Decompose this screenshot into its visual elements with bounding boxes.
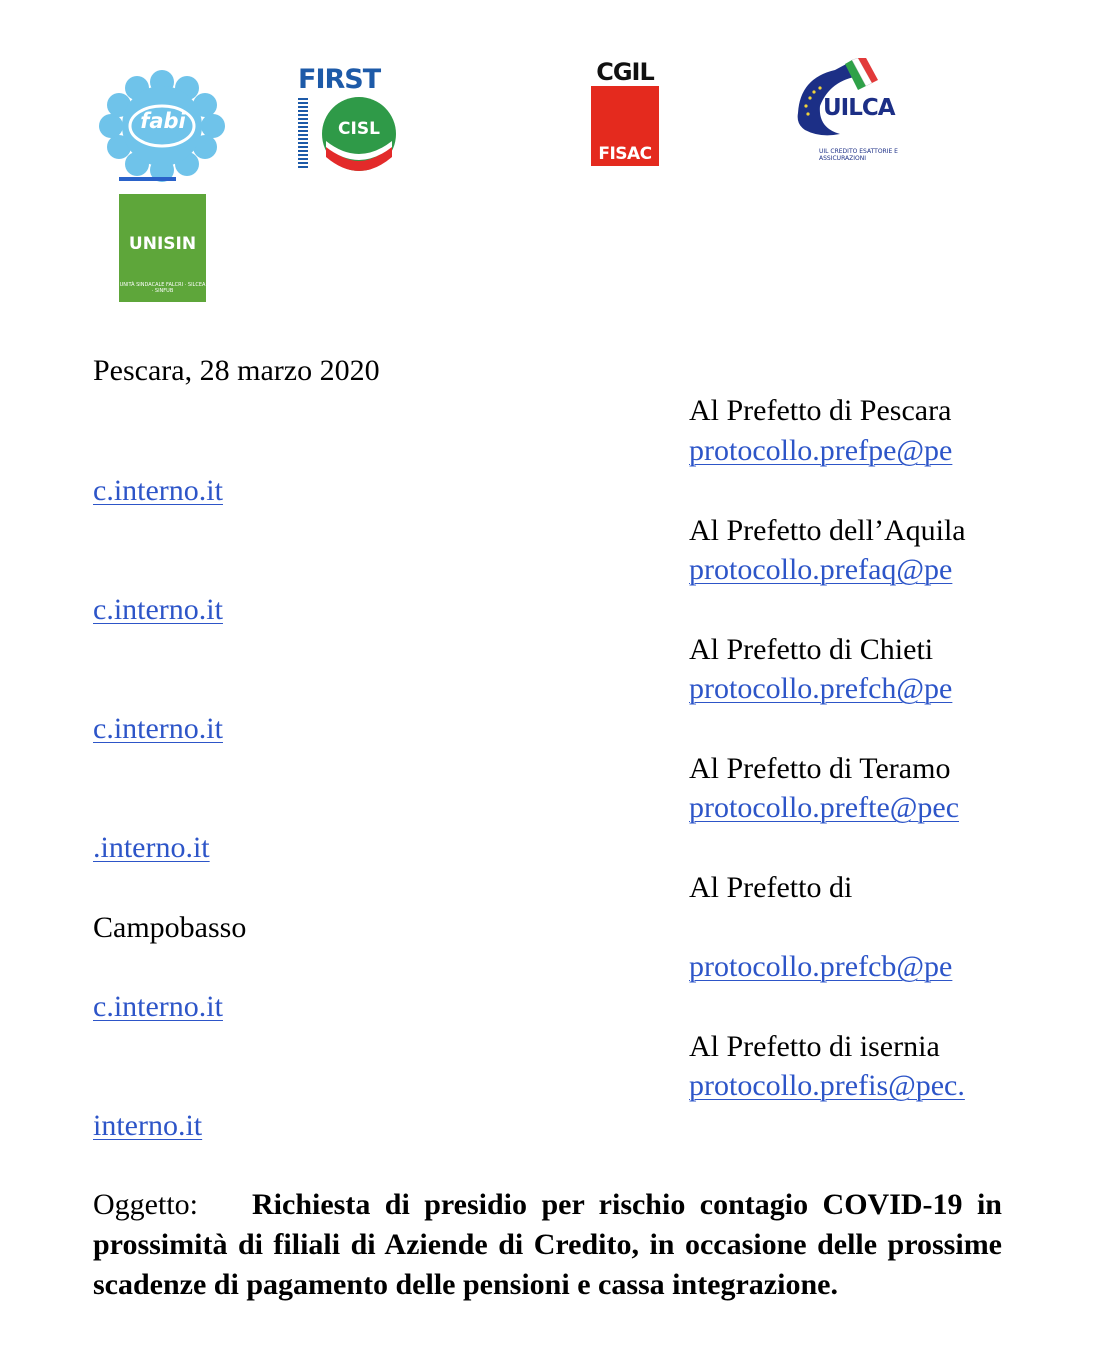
recipient-label: Al Prefetto di Pescara bbox=[689, 394, 952, 427]
recipient-email-link-continued[interactable]: c.interno.it bbox=[93, 593, 223, 626]
recipient-email-link-continued[interactable]: c.interno.it bbox=[93, 474, 223, 507]
recipient-label: Al Prefetto di isernia bbox=[689, 1030, 940, 1063]
recipient-email-link[interactable]: protocollo.prefpe@pe bbox=[689, 434, 953, 467]
recipient-email-link-continued[interactable]: .interno.it bbox=[93, 831, 210, 864]
recipient-label: Al Prefetto di Teramo bbox=[689, 752, 951, 785]
unisin-logo-subtitle: UNITÀ SINDACALE FALCRI · SILCEA · SINFUB bbox=[119, 282, 206, 294]
date-line: Pescara, 28 marzo 2020 bbox=[93, 354, 380, 387]
subject-label: Oggetto: bbox=[93, 1188, 198, 1221]
subject-text: Richiesta di presidio per rischio contagio COVID-19 in prossimità di filiali di Aziende di Credito, in occasione delle prossime scadenze di pagamento delle pensioni e cassa integrazione. bbox=[93, 1188, 1002, 1301]
subject-paragraph bbox=[93, 1185, 1002, 1305]
first-cisl-logo bbox=[298, 65, 398, 171]
recipient-email-link-continued[interactable]: c.interno.it bbox=[93, 712, 223, 745]
recipient-email-link[interactable]: protocollo.prefis@pec. bbox=[689, 1069, 965, 1102]
uilca-logo bbox=[790, 58, 900, 170]
first-bars-icon bbox=[298, 98, 308, 170]
uilca-logo-subtitle: UIL CREDITO ESATTORIE E ASSICURAZIONI bbox=[819, 148, 898, 162]
recipient-email-link[interactable]: protocollo.prefaq@pe bbox=[689, 553, 953, 586]
unisin-logo bbox=[119, 194, 206, 302]
cgil-fisac-logo bbox=[591, 58, 659, 166]
recipient-label-continued: Campobasso bbox=[93, 911, 247, 944]
recipient-label: Al Prefetto di Chieti bbox=[689, 633, 934, 666]
recipient-email-link[interactable]: protocollo.prefcb@pe bbox=[689, 950, 953, 983]
fabi-logo-text: fabi bbox=[140, 109, 186, 133]
recipient-label: Al Prefetto di bbox=[689, 871, 853, 904]
cisl-logo-text: CISL bbox=[338, 119, 380, 139]
unisin-logo-text: UNISIN bbox=[128, 234, 197, 254]
fabi-divider bbox=[119, 177, 176, 181]
first-logo-text: FIRST bbox=[298, 64, 381, 95]
fabi-logo bbox=[95, 70, 230, 182]
uilca-logo-text: UILCA bbox=[823, 95, 895, 121]
recipient-label: Al Prefetto dell’Aquila bbox=[689, 514, 966, 547]
cgil-logo-text: CGIL bbox=[596, 58, 654, 86]
recipient-email-link-continued[interactable]: c.interno.it bbox=[93, 990, 223, 1023]
recipient-email-link[interactable]: protocollo.prefte@pec bbox=[689, 791, 960, 824]
fisac-block bbox=[591, 86, 659, 166]
fisac-logo-text: FISAC bbox=[598, 144, 652, 164]
recipient-email-link[interactable]: protocollo.prefch@pe bbox=[689, 672, 953, 705]
recipient-email-link-continued[interactable]: interno.it bbox=[93, 1109, 203, 1142]
